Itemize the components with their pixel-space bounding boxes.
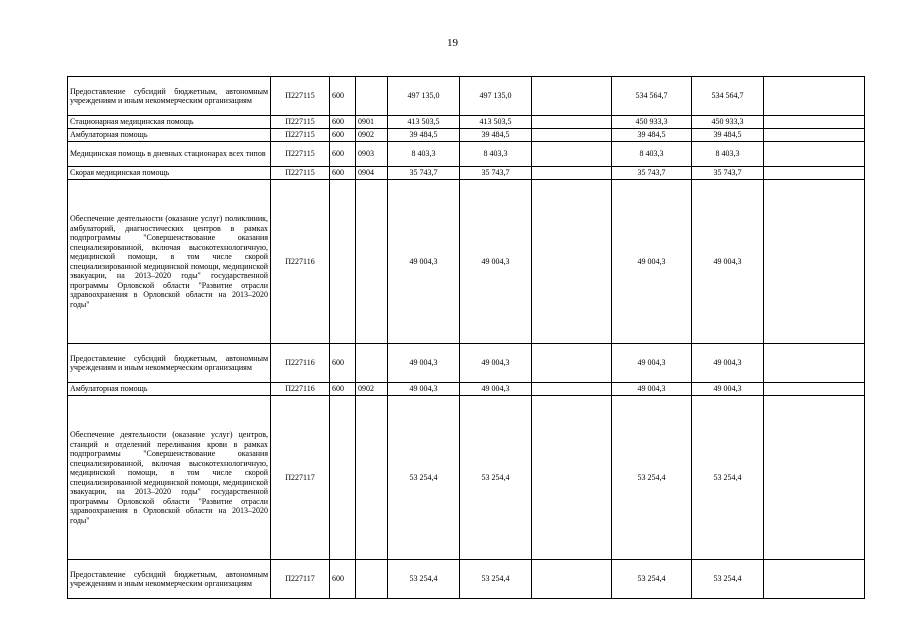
section-code: 0901 xyxy=(356,116,388,129)
table-row xyxy=(68,129,865,142)
amount-2: 53 254,4 xyxy=(460,560,532,599)
amount-6 xyxy=(764,142,865,167)
amount-1: 53 254,4 xyxy=(388,560,460,599)
section-code: 0902 xyxy=(356,383,388,396)
expense-type: 600 xyxy=(330,560,356,599)
amount-5: 35 743,7 xyxy=(692,167,764,180)
amount-4: 49 004,3 xyxy=(612,344,692,383)
amount-4: 39 484,5 xyxy=(612,129,692,142)
expense-type: 600 xyxy=(330,129,356,142)
amount-4: 53 254,4 xyxy=(612,560,692,599)
table-row xyxy=(68,142,865,167)
amount-4: 8 403,3 xyxy=(612,142,692,167)
amount-3 xyxy=(532,560,612,599)
amount-1: 413 503,5 xyxy=(388,116,460,129)
expense-type: 600 xyxy=(330,167,356,180)
amount-6 xyxy=(764,180,865,344)
target-code: П227116 xyxy=(271,383,330,396)
amount-2: 49 004,3 xyxy=(460,344,532,383)
table-row xyxy=(68,560,865,599)
section-code xyxy=(356,560,388,599)
amount-4: 450 933,3 xyxy=(612,116,692,129)
section-code xyxy=(356,180,388,344)
amount-2: 35 743,7 xyxy=(460,167,532,180)
row-name: Скорая медицинская помощь xyxy=(68,167,271,180)
amount-5: 53 254,4 xyxy=(692,396,764,560)
amount-6 xyxy=(764,383,865,396)
amount-2: 49 004,3 xyxy=(460,383,532,396)
amount-6 xyxy=(764,344,865,383)
target-code: П227115 xyxy=(271,142,330,167)
amount-5: 8 403,3 xyxy=(692,142,764,167)
amount-5: 53 254,4 xyxy=(692,560,764,599)
amount-3 xyxy=(532,180,612,344)
target-code: П227116 xyxy=(271,180,330,344)
row-name: Предоставление субсидий бюджетным, автономным учреждениям и иным некоммерческим организациям xyxy=(68,77,271,116)
amount-1: 49 004,3 xyxy=(388,383,460,396)
amount-6 xyxy=(764,77,865,116)
table-row xyxy=(68,116,865,129)
amount-4: 53 254,4 xyxy=(612,396,692,560)
amount-6 xyxy=(764,167,865,180)
amount-3 xyxy=(532,142,612,167)
amount-1: 497 135,0 xyxy=(388,77,460,116)
section-code xyxy=(356,344,388,383)
budget-table xyxy=(67,76,865,599)
row-name: Амбулаторная помощь xyxy=(68,129,271,142)
amount-2: 49 004,3 xyxy=(460,180,532,344)
target-code: П227116 xyxy=(271,344,330,383)
target-code: П227115 xyxy=(271,129,330,142)
amount-3 xyxy=(532,77,612,116)
amount-1: 49 004,3 xyxy=(388,180,460,344)
amount-2: 53 254,4 xyxy=(460,396,532,560)
amount-2: 413 503,5 xyxy=(460,116,532,129)
amount-4: 35 743,7 xyxy=(612,167,692,180)
amount-1: 8 403,3 xyxy=(388,142,460,167)
target-code: П227115 xyxy=(271,167,330,180)
amount-1: 53 254,4 xyxy=(388,396,460,560)
expense-type: 600 xyxy=(330,142,356,167)
amount-2: 8 403,3 xyxy=(460,142,532,167)
amount-4: 49 004,3 xyxy=(612,383,692,396)
table-row xyxy=(68,344,865,383)
amount-1: 39 484,5 xyxy=(388,129,460,142)
amount-5: 49 004,3 xyxy=(692,344,764,383)
table-row xyxy=(68,396,865,560)
row-name: Обеспечение деятельности (оказание услуг) центров, станций и отделений переливания крови в рамках подпрограммы "Совершенствование оказания специализированной, включая высокотехнологичную, медицинской помощи, в том числе скорой специализированной медицинской помощи, медицинской эвакуации, на 2013–2020 годы" государственной программы Орловской области "Развитие отрасли здравоохранения в Орловской области на 2013–2020 годы" xyxy=(68,396,271,560)
amount-2: 39 484,5 xyxy=(460,129,532,142)
amount-5: 49 004,3 xyxy=(692,383,764,396)
amount-3 xyxy=(532,344,612,383)
table-row xyxy=(68,383,865,396)
table-row xyxy=(68,77,865,116)
amount-2: 497 135,0 xyxy=(460,77,532,116)
table-row xyxy=(68,180,865,344)
row-name: Медицинская помощь в дневных стационарах всех типов xyxy=(68,142,271,167)
expense-type: 600 xyxy=(330,116,356,129)
amount-6 xyxy=(764,396,865,560)
section-code: 0904 xyxy=(356,167,388,180)
table-row xyxy=(68,167,865,180)
amount-1: 49 004,3 xyxy=(388,344,460,383)
amount-3 xyxy=(532,129,612,142)
amount-6 xyxy=(764,116,865,129)
section-code xyxy=(356,77,388,116)
section-code: 0902 xyxy=(356,129,388,142)
amount-5: 49 004,3 xyxy=(692,180,764,344)
row-name: Предоставление субсидий бюджетным, автономным учреждениям и иным некоммерческим организациям xyxy=(68,344,271,383)
expense-type xyxy=(330,180,356,344)
section-code xyxy=(356,396,388,560)
expense-type xyxy=(330,396,356,560)
row-name: Обеспечение деятельности (оказание услуг) поликлиник, амбулаторий, диагностических центров в рамках подпрограммы "Совершенствование оказания специализированной, включая высокотехнологичную, медицинской помощи, в том числе скорой специализированной медицинской помощи, медицинской эвакуации, на 2013–2020 годы" государственной программы Орловской области "Развитие отрасли здравоохранения в Орловской области на 2013–2020 годы" xyxy=(68,180,271,344)
target-code: П227117 xyxy=(271,396,330,560)
amount-3 xyxy=(532,396,612,560)
expense-type: 600 xyxy=(330,383,356,396)
row-name: Амбулаторная помощь xyxy=(68,383,271,396)
section-code: 0903 xyxy=(356,142,388,167)
amount-5: 450 933,3 xyxy=(692,116,764,129)
target-code: П227115 xyxy=(271,77,330,116)
row-name: Предоставление субсидий бюджетным, автономным учреждениям и иным некоммерческим организациям xyxy=(68,560,271,599)
row-name: Стационарная медицинская помощь xyxy=(68,116,271,129)
target-code: П227117 xyxy=(271,560,330,599)
amount-3 xyxy=(532,383,612,396)
expense-type: 600 xyxy=(330,344,356,383)
amount-3 xyxy=(532,116,612,129)
amount-4: 49 004,3 xyxy=(612,180,692,344)
amount-6 xyxy=(764,560,865,599)
amount-3 xyxy=(532,167,612,180)
amount-1: 35 743,7 xyxy=(388,167,460,180)
target-code: П227115 xyxy=(271,116,330,129)
amount-6 xyxy=(764,129,865,142)
amount-5: 39 484,5 xyxy=(692,129,764,142)
expense-type: 600 xyxy=(330,77,356,116)
amount-4: 534 564,7 xyxy=(612,77,692,116)
amount-5: 534 564,7 xyxy=(692,77,764,116)
page-number: 19 xyxy=(447,37,458,49)
